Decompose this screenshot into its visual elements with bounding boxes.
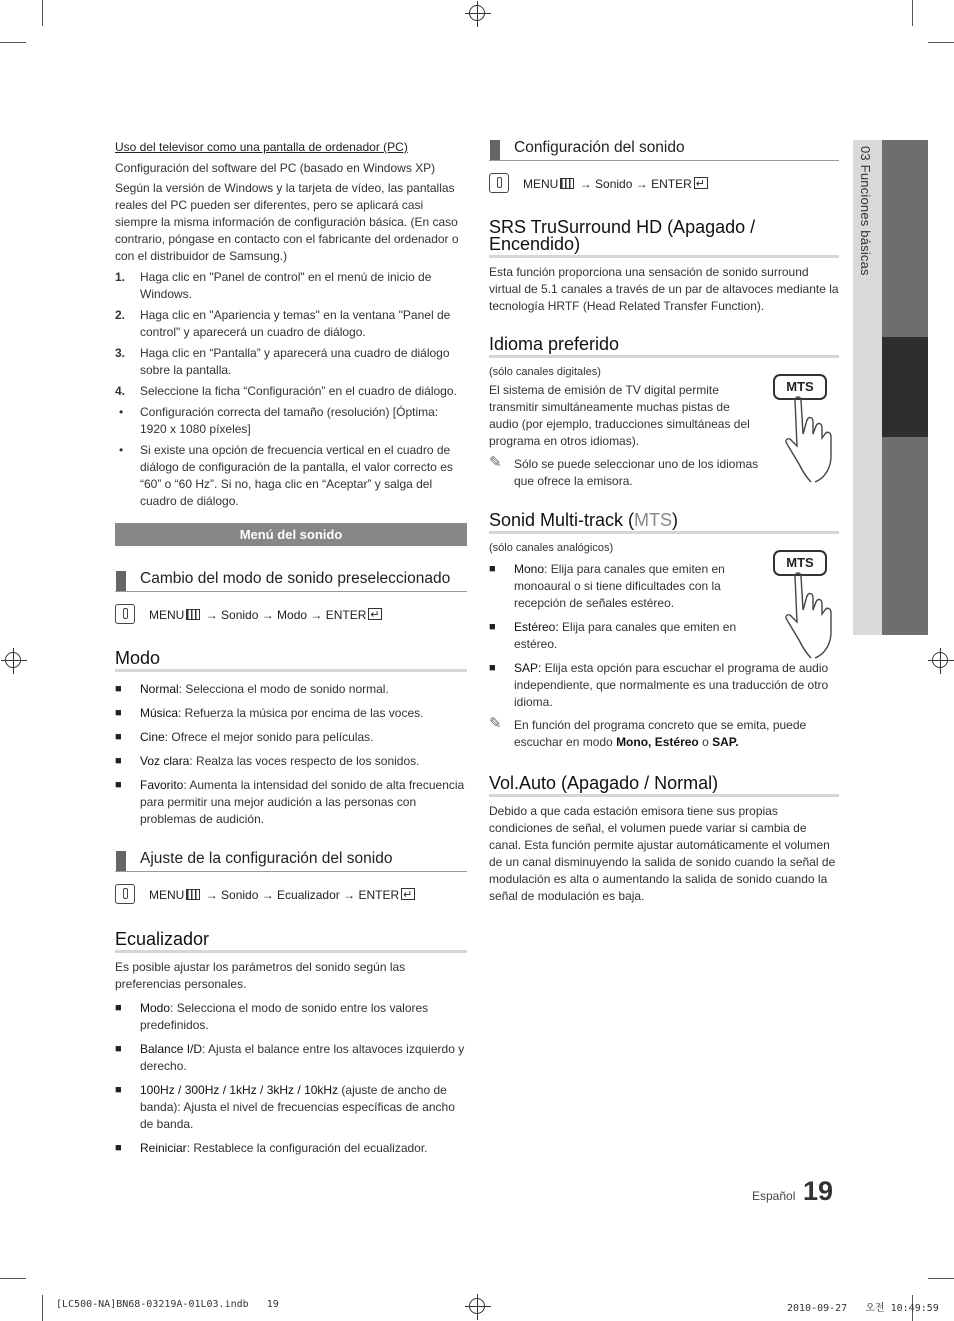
item-key: Favorito: [140, 778, 184, 792]
list-item: [489, 619, 741, 653]
idioma-note: (sólo canales digitales): [489, 366, 601, 378]
menu-label: MENU: [523, 177, 559, 191]
page-number: 19: [803, 1176, 834, 1206]
crop-mark: [42, 0, 43, 26]
bullet-icon: •: [119, 443, 124, 457]
footer-timestamp: 2010-09-27 오전 10:49:59: [787, 1303, 939, 1314]
list-item: [489, 660, 839, 711]
item-text: : Selecciona el modo de sonido entre los valores predefinidos.: [140, 1001, 429, 1032]
pressing-hand-icon: [785, 394, 841, 484]
list-item: [115, 705, 467, 722]
step-text: Haga clic en "Apariencia y temas" en la ventana "Panel de control" y aparecerá un cuadro de diálogo.: [140, 308, 451, 339]
menu-path: [115, 604, 467, 626]
pc-section-title: Uso del televisor como una pantalla de ordenador (PC): [115, 140, 408, 154]
item-key: Estéreo:: [514, 620, 559, 634]
menu-icon: [560, 178, 574, 189]
remote-hand-icon: [115, 604, 135, 624]
menu-path: [115, 884, 467, 906]
item-key: Balance I/D: [140, 1042, 203, 1056]
menu-path: [489, 173, 839, 195]
bullet-item: [115, 404, 467, 438]
item-key: SAP:: [514, 661, 542, 675]
memo-bold: Mono, Estéreo: [616, 735, 699, 749]
footer-language: Español: [752, 1189, 796, 1203]
crop-mark: [928, 1278, 954, 1279]
item-text: Elija esta opción para escuchar el programa de audio independiente, que normalmente es una traducción de otro idioma.: [514, 661, 829, 709]
list-item: [115, 1041, 467, 1075]
subheading: Ajuste de la configuración del sonido: [115, 850, 467, 872]
registration-mark-icon: [469, 1298, 485, 1314]
volauto-heading: Vol.Auto (Apagado / Normal): [489, 775, 839, 797]
registration-mark-icon: [932, 652, 948, 668]
subheading: Configuración del sonido: [489, 139, 839, 161]
bullet-icon: •: [119, 405, 124, 419]
ecualizador-heading: Ecualizador: [115, 931, 467, 953]
step-text: Haga clic en "Panel de control" en el menú de inicio de Windows.: [140, 270, 432, 301]
subheading: Cambio del modo de sonido preseleccionado: [115, 570, 467, 592]
step-item: [115, 307, 467, 341]
step-item: [115, 345, 467, 379]
list-item: [115, 753, 467, 770]
item-text: : Ofrece el mejor sonido para películas.: [164, 730, 374, 744]
idioma-heading: Idioma preferido: [489, 336, 839, 358]
enter-icon: [368, 608, 382, 620]
menu-icon: [186, 889, 200, 900]
idioma-text: El sistema de emisión de TV digital permite transmitir simultáneamente muchas pistas de audio (por ejemplo, traducciones simultáneas del programa en otros idiomas).: [489, 383, 750, 448]
item-text: : Elija para canales que emiten en monoaural o si tiene dificultades con la recepción de señales estéreo.: [514, 562, 725, 610]
menu-label: MENU: [149, 888, 185, 902]
pc-intro: Según la versión de Windows y la tarjeta de vídeo, las pantallas reales del PC pueden ser diferentes, pero se aplicará casi siempre la misma información de configuración básica. (En caso contrario, póngase en contacto con el fabricante del ordenador o con el distribuidor de Samsung.): [115, 181, 459, 263]
multitrack-note: (sólo canales analógicos): [489, 542, 614, 554]
crop-mark: [0, 1278, 26, 1279]
enter-label: ENTER: [325, 608, 367, 622]
item-key: Cine: [140, 730, 165, 744]
volauto-text: Debido a que cada estación emisora tiene sus propias condiciones de señal, el volumen puede variar si cambia de canal. Esta función permite ajustar automáticamente el volumen de un canal disminuyendo la salida de sonido cuando la señal de modulación es alta o aumentando la salida de sonido cuando la señal de modulación es baja.: [489, 804, 836, 903]
step-number: 1.: [115, 270, 126, 284]
item-text: Elija para canales que emiten en estéreo.: [514, 620, 737, 651]
item-text: : Realza las voces respecto de los sonidos.: [189, 754, 420, 768]
step-number: 4.: [115, 384, 126, 398]
step-text: Haga clic en “Pantalla” y aparecerá una cuadro de diálogo sobre la pantalla.: [140, 346, 450, 377]
footer-filename: [LC500-NA]BN68-03219A-01L03.indb 19: [56, 1299, 279, 1310]
list-item: [115, 1000, 467, 1034]
srs-heading: SRS TruSurround HD (Apagado / Encendido): [489, 219, 839, 258]
side-tab-block: [882, 140, 928, 337]
list-item: [115, 777, 467, 828]
chapter-tab-label: 03 Funciones básicas: [858, 146, 873, 276]
mts-button-icon: MTS: [773, 550, 827, 576]
multitrack-block: [489, 540, 839, 751]
memo-text: Sólo se puede seleccionar uno de los idiomas que ofrece la emisora.: [514, 457, 759, 488]
enter-icon: [694, 177, 708, 189]
heading-text: ): [672, 510, 679, 530]
bullet-item: [115, 442, 467, 510]
heading-text: Sonid Multi-track (: [489, 510, 635, 530]
srs-text: Esta función proporciona una sensación de sonido surround virtual de 5.1 canales a través de un par de altavoces mediante la tecnología HRTF (Head Related Transfer Function).: [489, 265, 839, 313]
item-key: 100Hz / 300Hz / 1kHz / 3kHz / 10kHz: [140, 1083, 339, 1097]
menu-path-text: → Sonido → Modo →: [205, 608, 323, 622]
item-text: (ajuste de ancho de banda): Ajusta el nivel de frecuencias específicas de ancho de banda.: [140, 1083, 455, 1131]
item-text: : Ajusta el balance entre los altavoces izquierdo y derecho.: [140, 1042, 465, 1073]
remote-hand-icon: [115, 884, 135, 904]
crop-mark: [0, 42, 26, 43]
item-text: : Refuerza la música por encima de las voces.: [178, 706, 424, 720]
enter-label: ENTER: [651, 177, 692, 191]
enter-label: ENTER: [358, 888, 400, 902]
memo-note: [489, 456, 761, 490]
step-item: [115, 383, 467, 400]
item-key: Normal: [140, 682, 179, 696]
item-key: Mono: [514, 562, 545, 576]
bullet-text: Si existe una opción de frecuencia vertical en el cuadro de diálogo de configuración de la pantalla, el valor correcto es “60” o “60 Hz”. Si no, haga clic en “Aceptar” y salga del cuadro de diálogo.: [140, 443, 453, 508]
heading-mts-text: MTS: [634, 510, 673, 530]
enter-icon: [401, 888, 415, 900]
step-number: 3.: [115, 346, 126, 360]
memo-pen-icon: ✎: [489, 715, 502, 732]
section-bar: Menú del sonido: [115, 523, 467, 546]
bullet-text: Configuración correcta del tamaño (resolución) [Óptima: 1920 x 1080 píxeles]: [140, 405, 439, 436]
list-item: [115, 681, 467, 698]
crop-mark: [912, 0, 913, 26]
memo-bold: SAP.: [712, 735, 739, 749]
step-number: 2.: [115, 308, 126, 322]
item-key: Voz clara: [140, 754, 190, 768]
remote-hand-icon: [489, 173, 509, 193]
side-tab-active-block: [882, 337, 928, 437]
memo-text: o: [698, 735, 713, 749]
mts-button-icon: MTS: [773, 374, 827, 400]
menu-path-text: → Sonido →: [579, 177, 648, 191]
memo-pen-icon: ✎: [489, 454, 502, 471]
crop-mark: [928, 42, 954, 43]
pc-subtitle: Configuración del software del PC (basado en Windows XP): [115, 161, 436, 175]
multitrack-heading: [489, 512, 839, 534]
eq-intro: Es posible ajustar los parámetros del sonido según las preferencias personales.: [115, 960, 406, 991]
right-column: [489, 139, 839, 905]
crop-mark: [42, 1295, 43, 1321]
menu-path-text: → Sonido → Ecualizador →: [205, 888, 356, 902]
idioma-block: [489, 364, 839, 490]
memo-text: En función del programa concreto que se emita, puede escuchar en modo: [514, 718, 807, 749]
registration-mark-icon: [5, 652, 21, 668]
item-key: Reiniciar: [140, 1141, 187, 1155]
item-key: Música: [140, 706, 179, 720]
pressing-hand-icon: [785, 570, 841, 660]
item-text: : Selecciona el modo de sonido normal.: [178, 682, 389, 696]
step-item: [115, 269, 467, 303]
registration-mark-icon: [469, 5, 485, 21]
modo-heading: Modo: [115, 650, 467, 672]
menu-label: MENU: [149, 608, 185, 622]
memo-note: [489, 717, 839, 751]
list-item: [115, 1082, 467, 1133]
menu-icon: [186, 609, 200, 620]
side-tab-block: [882, 437, 928, 635]
list-item: [489, 561, 741, 612]
left-column: [115, 139, 467, 1157]
list-item: [115, 1140, 467, 1157]
item-text: : Restablece la configuración del ecualizador.: [186, 1141, 428, 1155]
list-item: [115, 729, 467, 746]
item-key: Modo: [140, 1001, 171, 1015]
item-text: : Aumenta la intensidad del sonido de alta frecuencia para permitir una mejor audición a las personas con problemas de audición.: [140, 778, 465, 826]
step-text: Seleccione la ficha “Configuración” en el cuadro de diálogo.: [140, 384, 457, 398]
